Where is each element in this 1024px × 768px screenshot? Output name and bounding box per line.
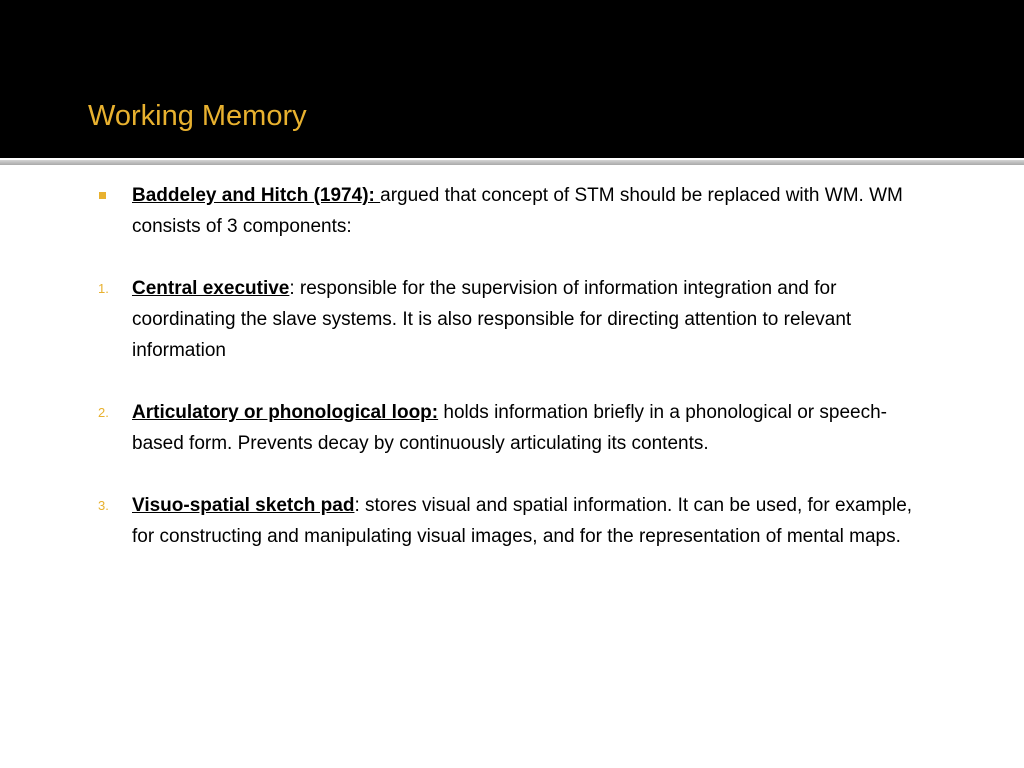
square-bullet-icon — [99, 192, 106, 199]
item-term: Articulatory or phonological loop: — [132, 402, 439, 423]
title-bar — [0, 0, 1024, 158]
title-divider — [0, 160, 1024, 165]
item-text: holds information briefly in a phonological or speech-based form. Prevents decay by continuously articulating its contents. — [132, 402, 887, 454]
item-text: : stores visual and spatial information. It can be used, for example, for constructing and manipulating visual images, and for the representation of mental maps. — [132, 495, 913, 547]
item-term: Visuo-spatial sketch pad — [132, 495, 355, 516]
list-item-phonological-loop — [0, 397, 1024, 459]
slide-body — [0, 180, 1024, 583]
list-number: 1. — [98, 281, 109, 296]
item-term: Central executive — [132, 278, 290, 299]
slide-title: Working Memory — [88, 100, 307, 132]
list-number: 3. — [98, 498, 109, 513]
item-term: Baddeley and Hitch (1974): — [132, 185, 381, 206]
list-item-central-executive — [0, 273, 1024, 366]
list-item-sketch-pad — [0, 490, 1024, 552]
item-text: : responsible for the supervision of information integration and for coordinating the slave systems. It is also responsible for directing attention to relevant information — [132, 278, 852, 361]
list-item-intro — [0, 180, 1024, 242]
item-text: argued that concept of STM should be replaced with WM. WM consists of 3 components: — [132, 185, 903, 237]
list-number: 2. — [98, 405, 109, 420]
